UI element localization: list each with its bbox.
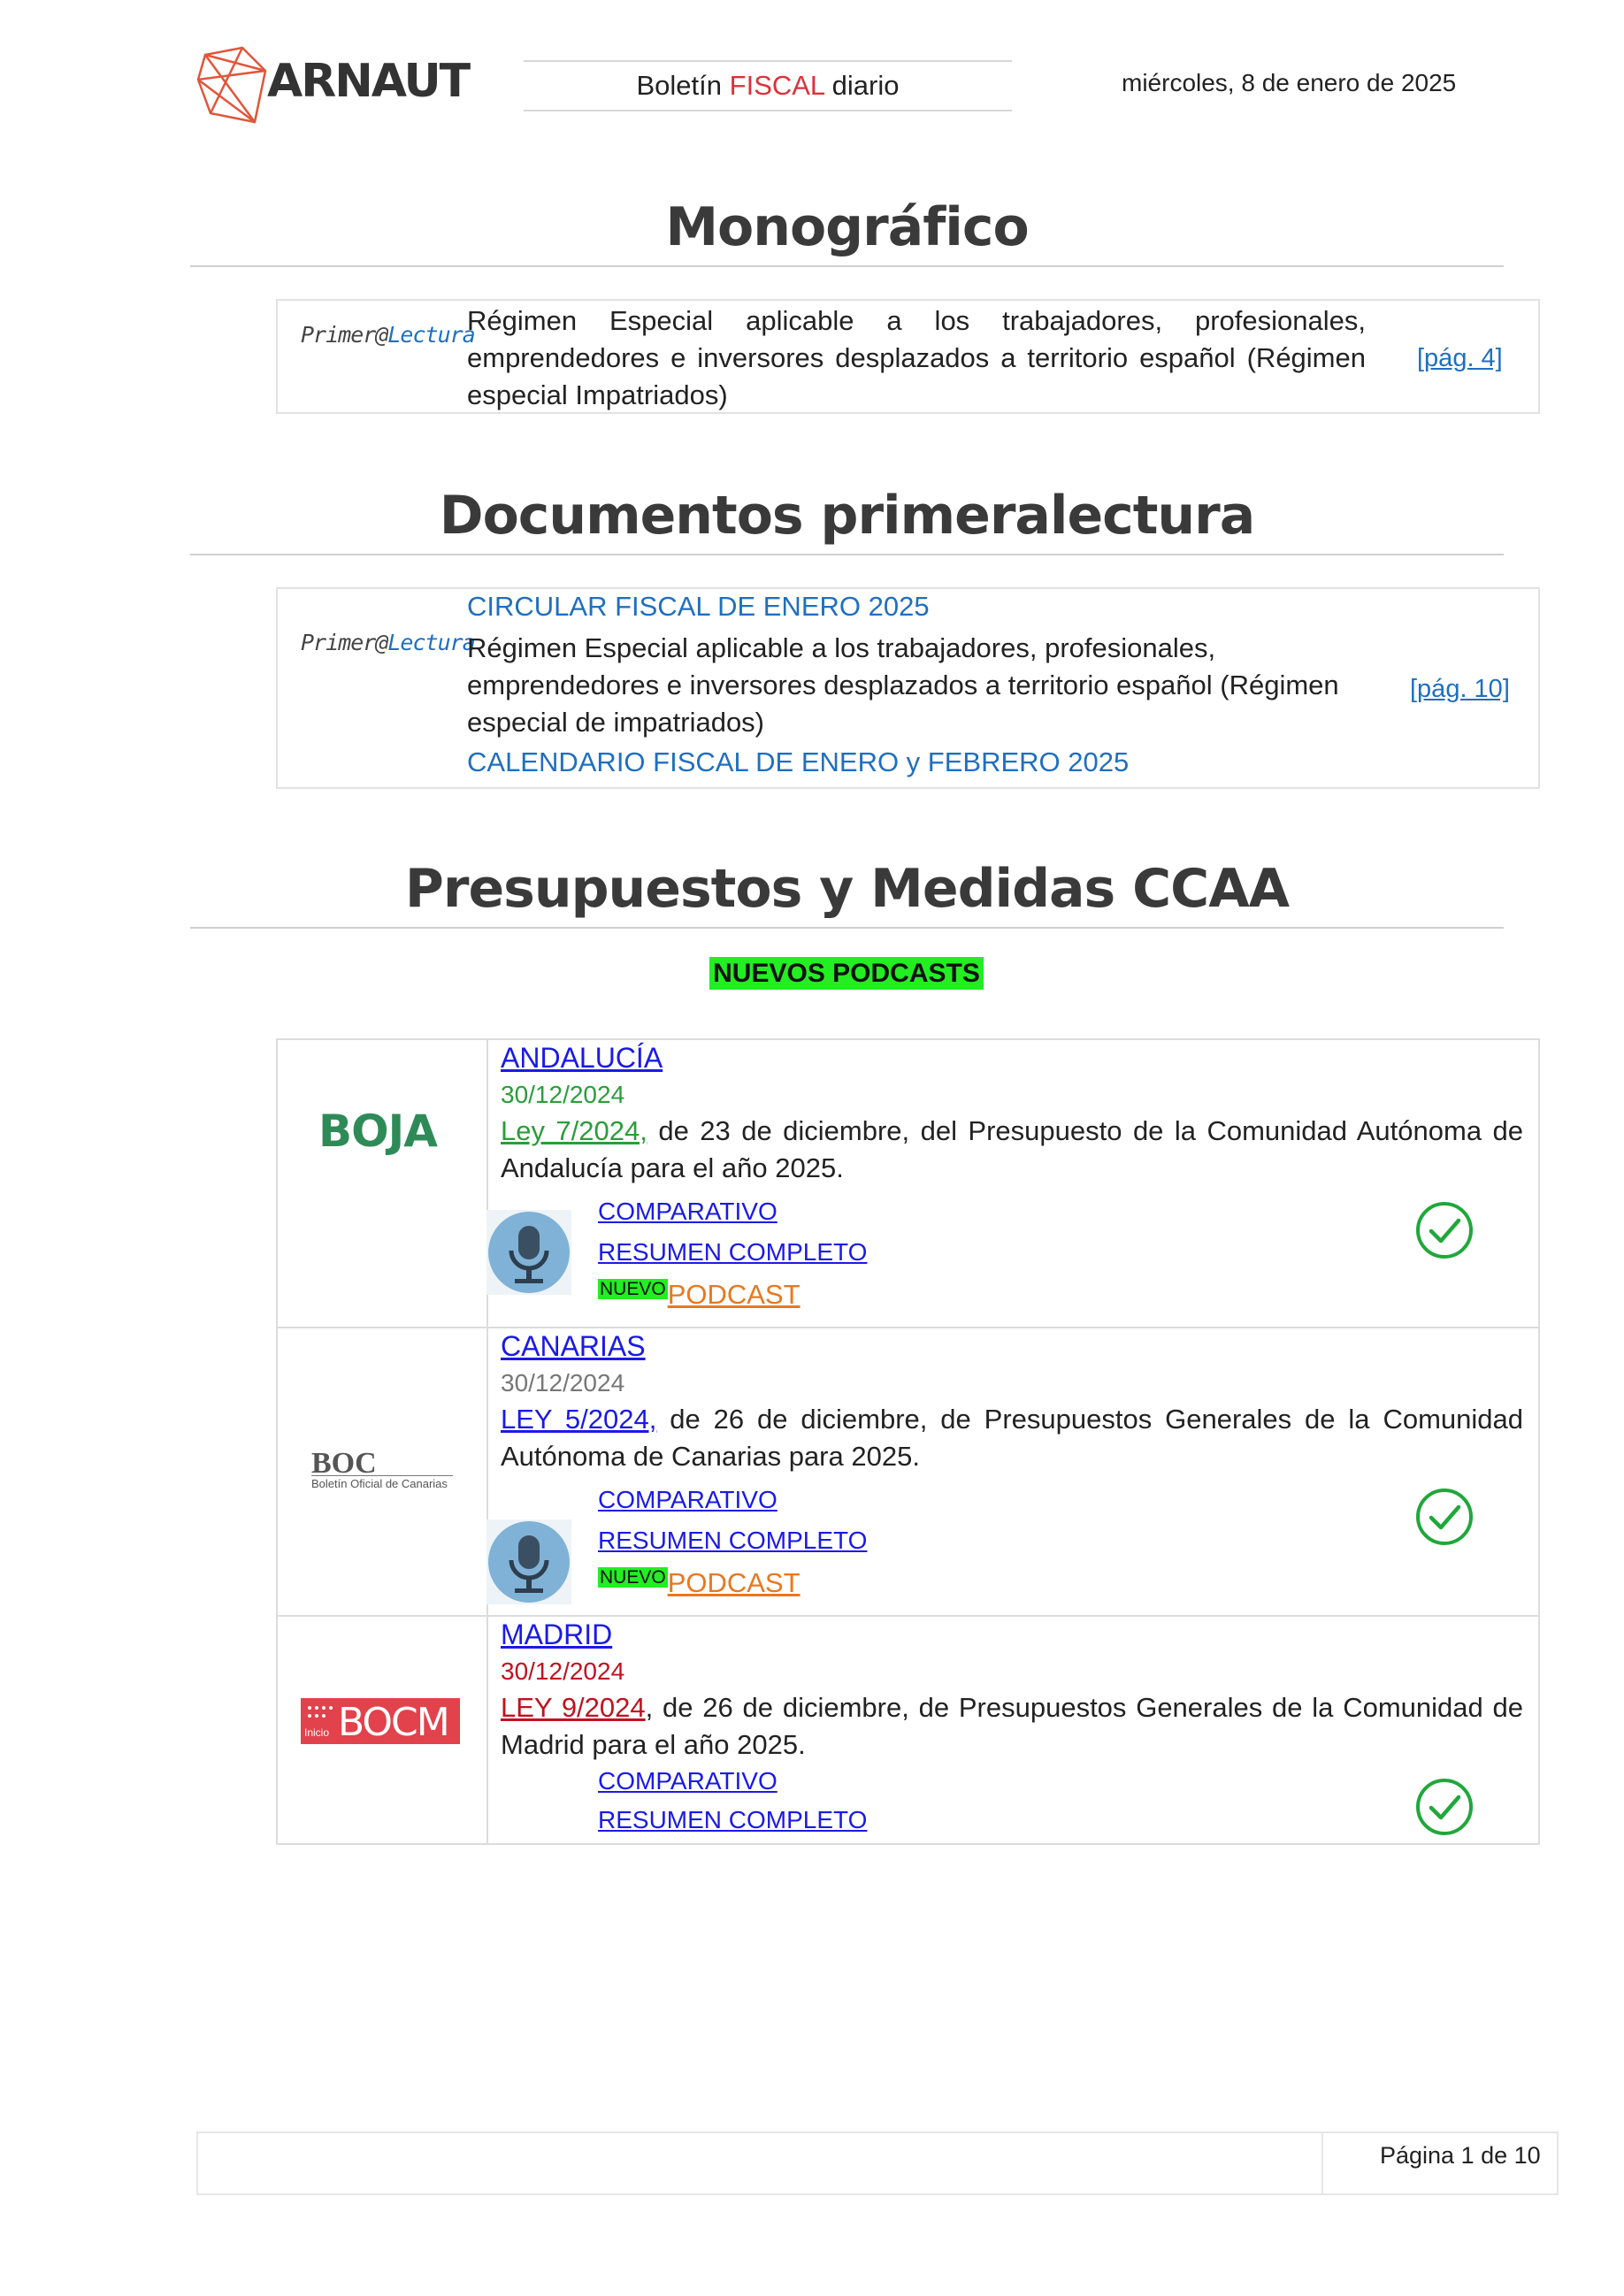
nuevo-badge: NUEVO	[600, 1279, 666, 1299]
row-line-1-text: de 23 de diciembre, del Presupuesto de la Comunidad Autónoma de	[658, 1115, 1524, 1146]
ccaa-column-divider	[486, 1038, 488, 1843]
row-date: 30/12/2024	[501, 1081, 625, 1108]
row-date: 30/12/2024	[501, 1369, 625, 1397]
footer-box	[196, 2131, 1559, 2195]
microphone-icon	[486, 1210, 571, 1295]
title-prefix: Boletín	[636, 70, 723, 101]
title-suffix: diario	[831, 70, 900, 101]
section-divider	[190, 554, 1504, 555]
microphone-icon	[486, 1519, 571, 1604]
documentos-line-1: Régimen Especial aplicable a los trabajadores, profesionales,	[467, 632, 1216, 663]
calendario-link[interactable]: CALENDARIO FISCAL DE ENERO y FEBRERO 2025	[467, 746, 1130, 777]
primeralectura-logo	[301, 630, 475, 655]
nuevos-podcasts-badge: NUEVOS PODCASTS	[709, 957, 984, 990]
monografico-page-link[interactable]: [pág. 4]	[1417, 344, 1503, 372]
resumen-completo-link[interactable]: RESUMEN COMPLETO	[598, 1806, 868, 1833]
logo-wordmark: ARNAUT	[267, 55, 470, 108]
resumen-completo-link[interactable]: RESUMEN COMPLETO	[598, 1238, 868, 1266]
ccaa-row-divider	[276, 1615, 1538, 1617]
row-line-2: Andalucía para el año 2025.	[501, 1152, 844, 1183]
section-title-presupuestos: Presupuestos y Medidas CCAA	[404, 858, 1290, 920]
bocm-logo	[301, 1698, 460, 1744]
boc-logo: BOC	[311, 1447, 377, 1480]
comparativo-link[interactable]: COMPARATIVO	[598, 1198, 778, 1225]
check-circle-icon	[1415, 1488, 1474, 1546]
circular-link[interactable]: CIRCULAR FISCAL DE ENERO 2025	[467, 591, 930, 622]
stars-icon	[306, 1703, 336, 1723]
documentos-page-link[interactable]: [pág. 10]	[1410, 675, 1510, 703]
ccaa-row-divider	[276, 1327, 1538, 1328]
podcast-link[interactable]: PODCAST	[667, 1567, 801, 1598]
check-circle-icon	[1415, 1778, 1474, 1836]
section-divider	[190, 927, 1504, 929]
row-line-1	[501, 1689, 1523, 1726]
section-title-monografico: Monográfico	[665, 196, 1029, 258]
bocm-logo-text: BOCM	[338, 1700, 448, 1745]
nuevos-podcasts-badge-wrap	[0, 959, 1624, 989]
row-line-1-text: de 26 de diciembre, de Presupuestos Generales de la Comunidad	[670, 1404, 1523, 1435]
comparativo-link[interactable]: COMPARATIVO	[598, 1486, 778, 1513]
row-line-1	[501, 1401, 1523, 1438]
bocm-logo-subtitle: Inicio	[304, 1726, 330, 1739]
row-line-1	[501, 1113, 1523, 1150]
boc-logo-subtitle: Boletín Oficial de Canarias	[311, 1475, 453, 1490]
logo-part-left: Primer@	[301, 630, 388, 655]
monografico-line-1: Régimen Especial aplicable a los trabajadores, profesionales,	[467, 305, 1366, 336]
row-date: 30/12/2024	[501, 1657, 625, 1685]
logo-part-right: Lectura	[387, 322, 475, 348]
region-link-canarias[interactable]: CANARIAS	[501, 1330, 646, 1362]
row-line-2: Autónoma de Canarias para 2025.	[501, 1441, 920, 1472]
monografico-text	[467, 302, 1366, 414]
logo-part-right: Lectura	[387, 630, 475, 655]
boja-logo: BOJA	[318, 1106, 437, 1157]
row-description	[501, 1113, 1523, 1187]
page-number: Página 1 de 10	[1380, 2142, 1541, 2169]
section-title-documentos: Documentos primeralectura	[439, 485, 1255, 547]
podcast-link[interactable]: PODCAST	[667, 1279, 801, 1310]
documentos-line-2: emprendedores e inversores desplazados a territorio español (Régimen	[467, 670, 1339, 700]
comparativo-link[interactable]: COMPARATIVO	[598, 1767, 778, 1795]
footer-divider	[1321, 2131, 1323, 2193]
section-divider	[190, 265, 1504, 267]
row-line-1-text: , de 26 de diciembre, de Presupuestos Generales de la Comunidad de	[645, 1692, 1523, 1723]
arnaut-logo-icon	[196, 44, 267, 129]
documentos-line-3: especial de impatriados)	[467, 707, 765, 738]
region-link-madrid[interactable]: MADRID	[501, 1619, 613, 1650]
logo-part-left: Primer@	[301, 322, 388, 348]
row-description	[501, 1401, 1523, 1475]
law-link[interactable]: Ley 7/2024,	[501, 1115, 647, 1146]
bulletin-title	[524, 60, 1012, 111]
documentos-text	[467, 630, 1360, 741]
title-accent: FISCAL	[729, 70, 825, 101]
monografico-line-2: emprendedores e inversores desplazados a territorio español (Régimen	[467, 342, 1366, 373]
nuevo-badge: NUEVO	[600, 1567, 666, 1588]
monografico-line-3: especial Impatriados)	[467, 379, 728, 410]
resumen-completo-link[interactable]: RESUMEN COMPLETO	[598, 1527, 868, 1554]
law-link[interactable]: LEY 5/2024,	[501, 1404, 657, 1435]
region-link-andalucia[interactable]: ANDALUCÍA	[501, 1042, 663, 1074]
row-description	[501, 1689, 1523, 1764]
podcast-row	[598, 1279, 801, 1311]
primeralectura-logo	[301, 322, 475, 348]
row-line-2: Madrid para el año 2025.	[501, 1729, 806, 1760]
law-link[interactable]: LEY 9/2024	[501, 1692, 646, 1723]
check-circle-icon	[1415, 1201, 1474, 1259]
podcast-row	[598, 1567, 801, 1599]
header-date: miércoles, 8 de enero de 2025	[1122, 69, 1457, 96]
